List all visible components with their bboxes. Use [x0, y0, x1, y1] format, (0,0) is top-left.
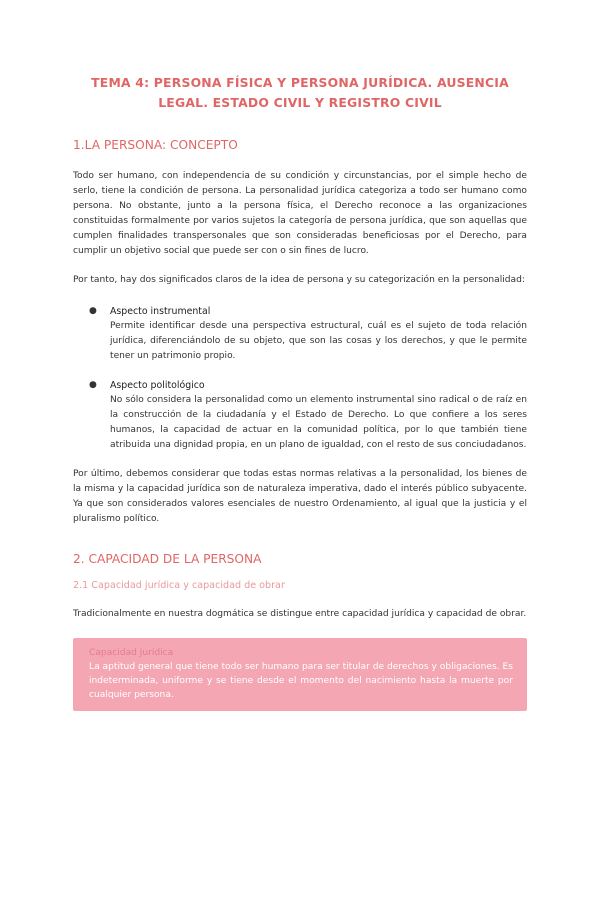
- paragraph-persona-definicion: Todo ser humano, con independencia de su condición y circunstancias, por el simple hecho de serlo, tiene la condición de persona. La personalidad jurídica categoriza a todo ser humano como persona. No obstante, junto a la persona física, el Derecho reconoce a las organizaciones constituidas formalmente por varios sujetos la categoría de persona jurídica, que son aquellas que cumplen finalidades transpersonales que son consideradas beneficiosas por el Derecho, para cumplir un objetivo social que puede ser con o sin fines de lucro.: [73, 171, 527, 256]
- list-item: [73, 378, 527, 453]
- paragraph-dogmatica: Tradicionalmente en nuestra dogmática se distingue entre capacidad jurídica y capacidad de obrar.: [73, 609, 527, 619]
- paragraph-significados: Por tanto, hay dos significados claros de la idea de persona y su categorización en la personalidad:: [73, 275, 525, 285]
- bullet-title: Aspecto politológico: [110, 380, 205, 391]
- bullet-text: Permite identificar desde una perspectiva estructural, cuál es el sujeto de toda relación jurídica, diferenciándolo de su objeto, que son las cosas y los derechos, y que le permite tener un patrimonio propio.: [110, 321, 527, 361]
- paragraph-normas-imperativas: Por último, debemos considerar que todas estas normas relativas a la personalidad, los bienes de la misma y la capacidad jurídica son de naturaleza imperativa, dado el interés público subyacente. Ya que son considerados valores esenciales de nuestro Ordenamiento, al igual que la justicia y el pluralismo político.: [73, 469, 527, 524]
- document-title: TEMA 4: PERSONA FÍSICA Y PERSONA JURÍDICA. AUSENCIA LEGAL. ESTADO CIVIL Y REGISTRO CIVIL: [91, 75, 509, 110]
- bullet-icon: ●: [89, 380, 97, 390]
- document-page: [0, 73, 600, 921]
- definition-box-title: Capacidad jurídica: [89, 648, 174, 658]
- bullet-title: Aspecto instrumental: [110, 306, 211, 317]
- section-heading-capacidad: 2. CAPACIDAD DE LA PERSONA: [73, 552, 262, 566]
- subsection-heading-capacidad-juridica: 2.1 Capacidad jurídica y capacidad de obrar: [73, 580, 285, 591]
- bullet-list: [73, 304, 527, 453]
- section-heading-concepto: 1.LA PERSONA: CONCEPTO: [73, 138, 238, 152]
- bullet-text: No sólo considera la personalidad como un elemento instrumental sino radical o de raíz en la construcción de la ciudadanía y el Estado de Derecho. Lo que confiere a los seres humanos, la capacidad de actuar en la comunidad política, por lo que también tiene atribuida una dignidad propia, en un plano de igualdad, con el resto de sus conciudadanos.: [110, 395, 527, 450]
- list-item: [73, 304, 527, 364]
- bullet-icon: ●: [89, 306, 97, 316]
- definition-box: [73, 638, 527, 711]
- definition-box-text: La aptitud general que tiene todo ser humano para ser titular de derechos y obligaciones. Es indeterminada, uniforme y se tiene desde el momento del nacimiento hasta la muerte por cualquier persona.: [89, 662, 513, 700]
